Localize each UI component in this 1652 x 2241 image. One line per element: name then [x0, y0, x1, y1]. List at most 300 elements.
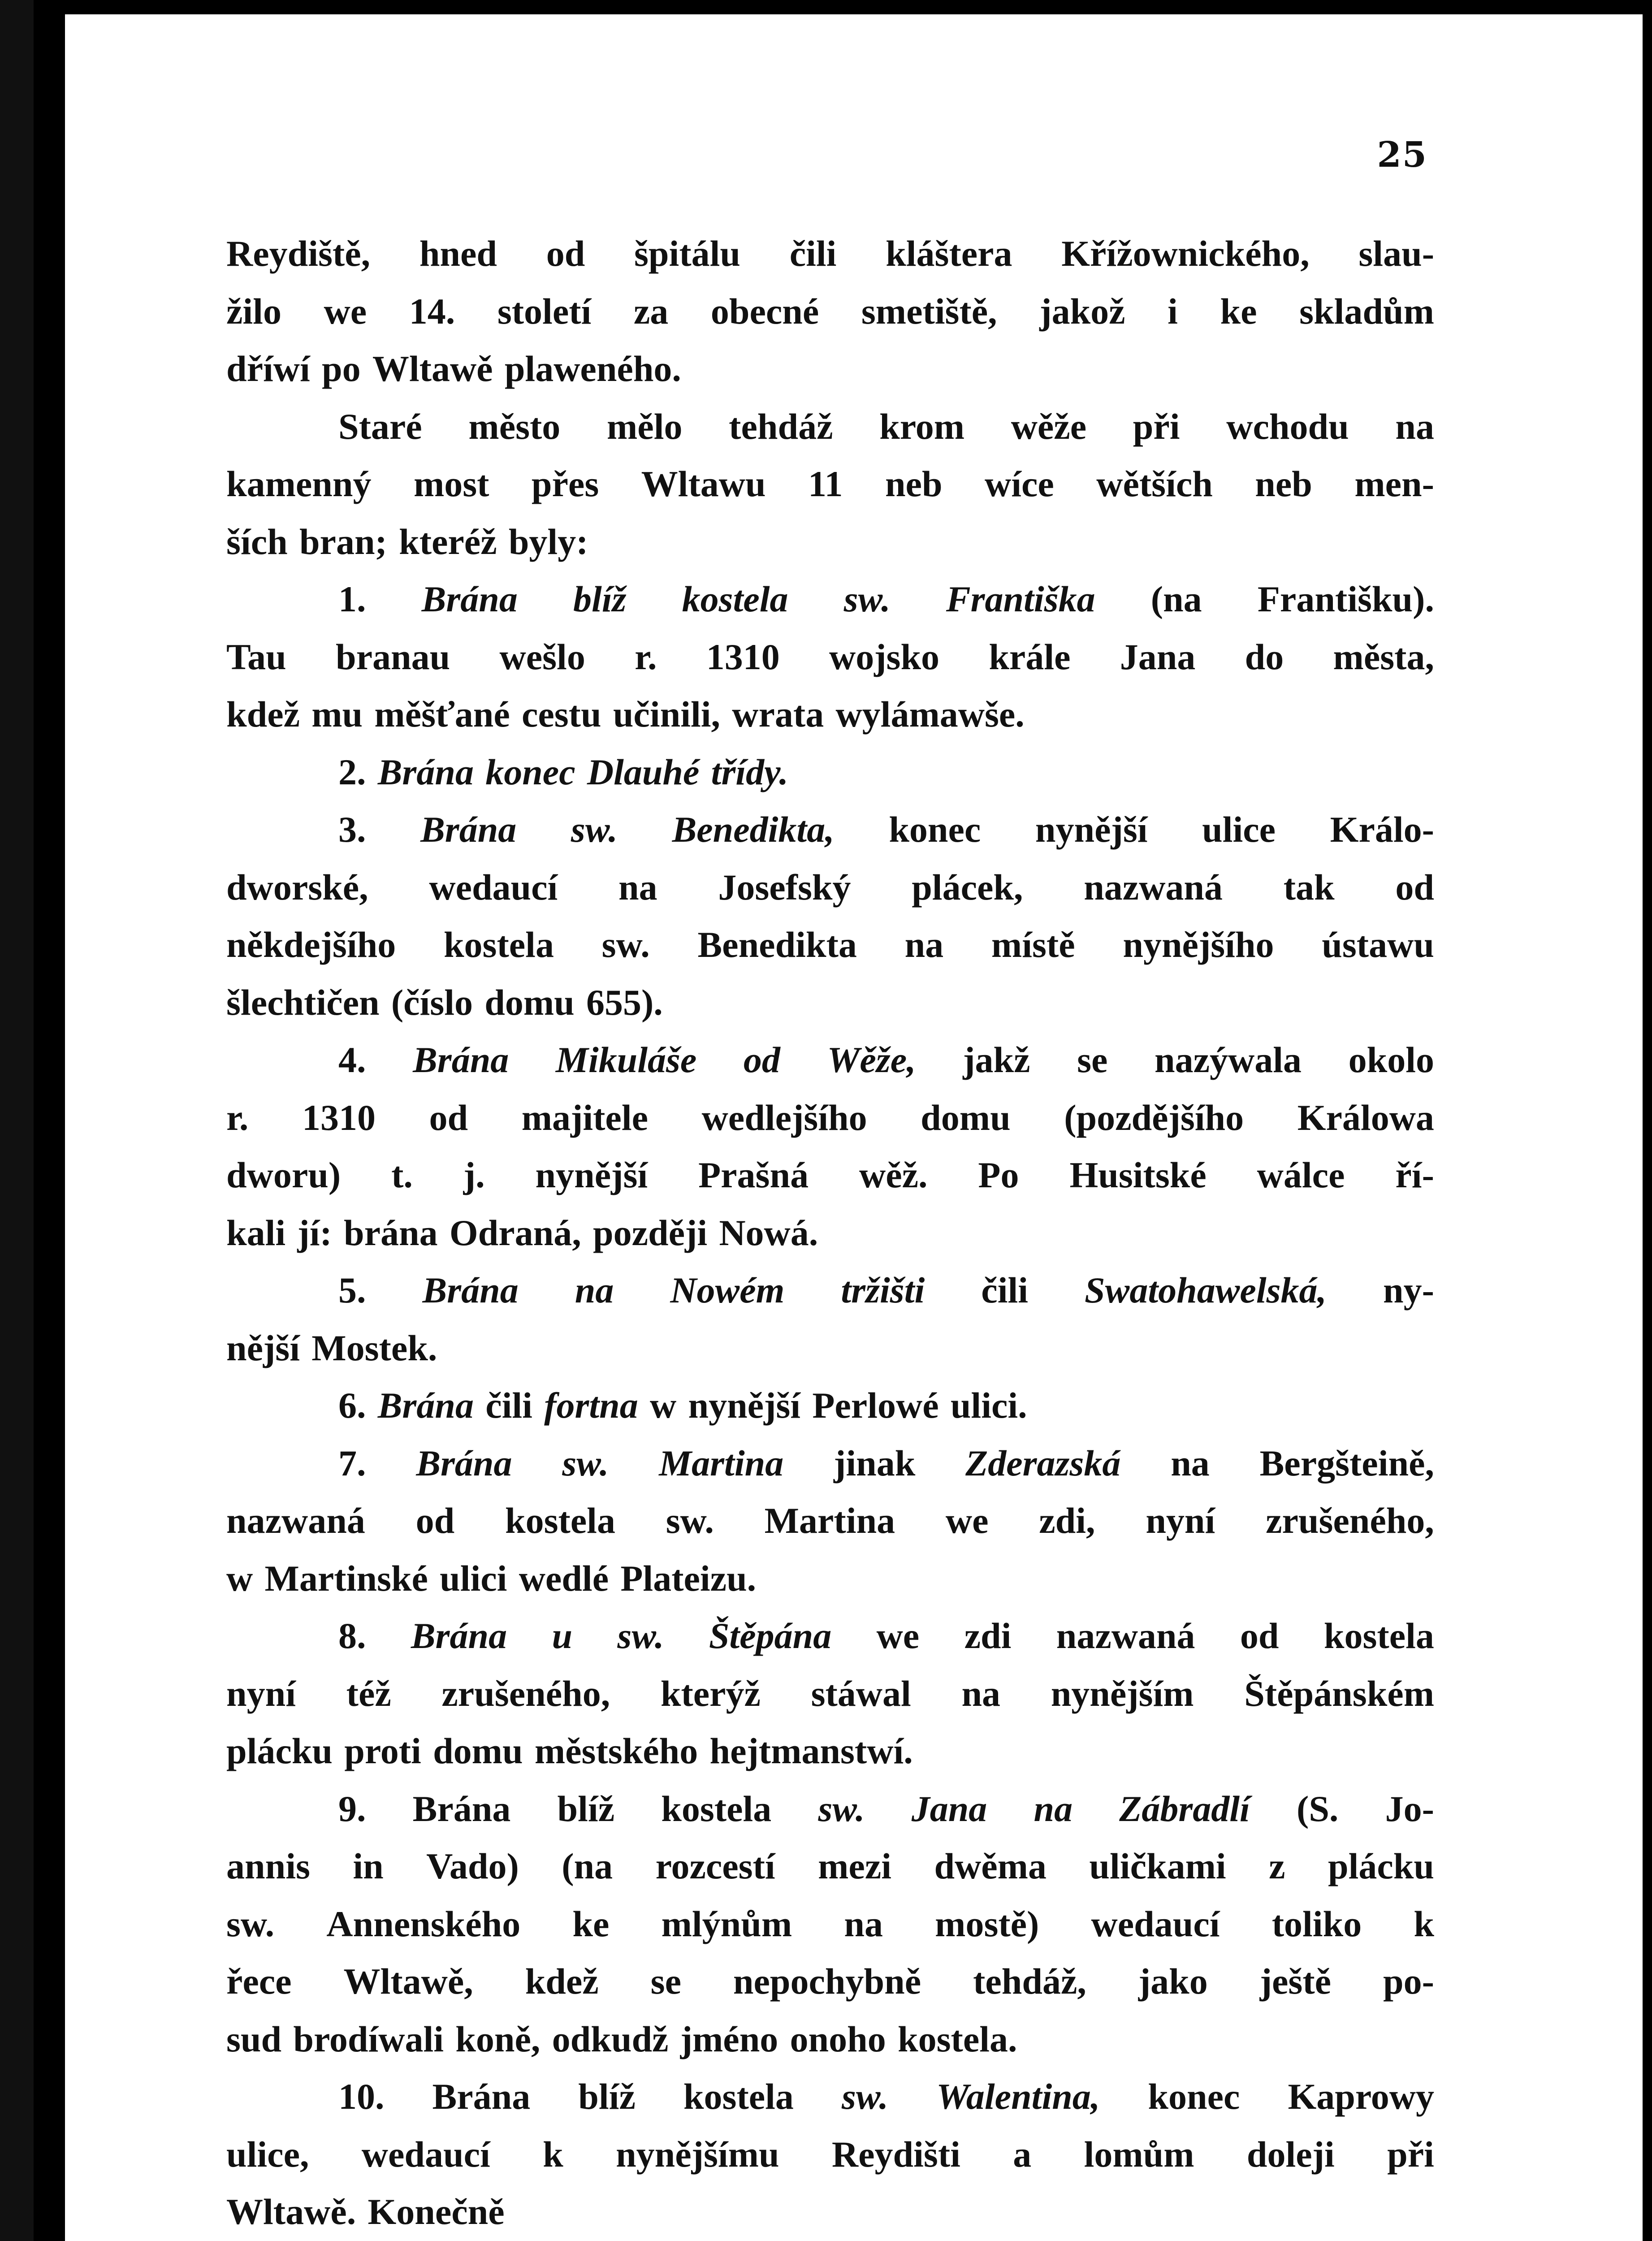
text-line — [226, 1031, 1434, 1089]
word: domu — [433, 1731, 523, 1771]
word: Vado) — [426, 1846, 519, 1886]
word: mělo — [607, 406, 683, 447]
word: 655). — [586, 982, 663, 1023]
word: blíž — [557, 1788, 615, 1829]
word: Brána — [432, 2076, 531, 2117]
word: Brána — [420, 809, 517, 850]
word: k — [1414, 1903, 1434, 1944]
word: Králo- — [1330, 809, 1434, 850]
word: blíž — [578, 2076, 636, 2117]
word: nynější — [1035, 809, 1148, 850]
text-line — [226, 1377, 1434, 1435]
word: nyní — [1146, 1500, 1215, 1541]
word: wedaucí — [361, 2133, 490, 2175]
scan-left-shadow — [0, 0, 34, 2241]
word: na — [1171, 1442, 1210, 1484]
word: při — [1133, 406, 1180, 447]
word: Zábradlí — [1119, 1788, 1250, 1829]
word: jakož — [1039, 290, 1125, 332]
word: 10. — [338, 2076, 385, 2117]
word: (na — [1150, 579, 1202, 619]
word: annis — [226, 1846, 310, 1886]
word: 14. — [409, 290, 455, 332]
text-line — [226, 801, 1434, 859]
word: rozcestí — [655, 1846, 775, 1886]
word: nynější — [688, 1385, 801, 1426]
word: ke — [572, 1903, 610, 1944]
word: majitele — [521, 1097, 648, 1138]
text-line — [226, 1550, 1434, 1608]
word: na — [904, 924, 944, 965]
word: z — [1269, 1846, 1285, 1886]
word: nější — [226, 1327, 300, 1368]
word: slau- — [1358, 233, 1434, 274]
word: Zderazská — [965, 1442, 1121, 1484]
word: Wltawě. — [226, 2191, 356, 2232]
word: jako — [1138, 1961, 1208, 2002]
text-line — [226, 1204, 1434, 1262]
word: špitálu — [634, 233, 741, 274]
word: ulice — [1202, 809, 1276, 850]
word: onoho — [790, 2018, 886, 2059]
word: Martina — [764, 1500, 895, 1541]
word: nyní — [226, 1673, 296, 1714]
text-line — [226, 340, 1434, 398]
word: po — [322, 348, 361, 389]
word: wedlé — [519, 1557, 609, 1599]
word: sw. — [571, 809, 618, 850]
word: 2. — [338, 751, 366, 792]
word: Po — [978, 1155, 1019, 1195]
word: obecné — [710, 290, 819, 332]
word: konec — [485, 751, 575, 792]
text-line — [226, 859, 1434, 917]
word: Brána — [422, 1270, 519, 1311]
word: krále — [989, 636, 1071, 677]
text-line — [226, 1607, 1434, 1665]
word: brodíwali — [293, 2018, 444, 2059]
word: plácek, — [912, 866, 1023, 908]
word: toliko — [1271, 1903, 1362, 1944]
word: Kaprowy — [1288, 2076, 1434, 2117]
word: třídy. — [711, 751, 788, 792]
word: ještě — [1259, 1961, 1332, 2002]
word: domu — [921, 1097, 1011, 1138]
word: ústawu — [1322, 924, 1434, 965]
text-line — [226, 744, 1434, 801]
word: na — [618, 866, 657, 908]
word: Brána — [421, 579, 518, 619]
word: 7. — [338, 1442, 366, 1484]
word: wrata — [732, 694, 824, 735]
word: při — [1387, 2133, 1434, 2175]
text-line — [226, 1722, 1434, 1780]
word: konec — [1148, 2076, 1240, 2117]
word: ke — [1220, 290, 1257, 332]
word: se — [1077, 1039, 1108, 1080]
word: we — [945, 1500, 989, 1541]
word: proti — [344, 1731, 421, 1771]
word: Tau — [226, 636, 286, 677]
word: 9. — [338, 1788, 366, 1829]
word: in — [353, 1846, 384, 1886]
text-line — [226, 2011, 1434, 2068]
word: 4. — [338, 1039, 366, 1080]
word: po- — [1383, 1961, 1434, 2002]
text-line — [226, 513, 1434, 571]
word: mu — [311, 694, 363, 735]
word: století — [497, 290, 592, 332]
word: Konečně — [368, 2191, 505, 2232]
word: na — [1034, 1788, 1073, 1829]
text-line — [226, 455, 1434, 513]
word: Brána — [377, 1385, 474, 1426]
word: hejtmanstwí. — [709, 1731, 913, 1771]
word: od — [1395, 866, 1434, 908]
text-line — [226, 1953, 1434, 2011]
word: 1310 — [302, 1097, 376, 1138]
word: blíž — [573, 579, 627, 619]
word: branau — [336, 636, 450, 677]
text-line — [226, 1146, 1434, 1204]
word: plácku — [226, 1731, 333, 1771]
word: sw. — [843, 579, 891, 619]
word: Martinské — [264, 1557, 428, 1599]
word: plácku — [1328, 1846, 1434, 1886]
word: Swatohawelská, — [1085, 1270, 1327, 1311]
word: kali — [226, 1212, 286, 1253]
word: 5. — [338, 1270, 366, 1311]
text-line — [226, 916, 1434, 974]
word: ny- — [1383, 1270, 1434, 1311]
word: zrušeného, — [1266, 1500, 1434, 1541]
text-line — [226, 1895, 1434, 1953]
word: kostela — [661, 1788, 772, 1829]
word: nazwaná — [1084, 866, 1223, 908]
word: sw. — [841, 2076, 889, 2117]
word: město — [468, 406, 561, 447]
word: kostela — [505, 1500, 615, 1541]
text-line — [226, 1089, 1434, 1147]
word: Štěpána — [709, 1615, 832, 1656]
word: mlýnům — [661, 1903, 792, 1944]
word: neb — [885, 463, 943, 504]
word: též — [346, 1673, 391, 1714]
word: Brána — [413, 1039, 509, 1080]
word: t. — [391, 1155, 413, 1195]
word: sw. — [818, 1788, 865, 1829]
word: na — [575, 1270, 614, 1311]
word: okolo — [1348, 1039, 1434, 1080]
word: cestu — [521, 694, 601, 735]
word: dwěma — [934, 1846, 1047, 1886]
word: na — [844, 1903, 883, 1944]
word: Křížownického, — [1061, 233, 1310, 274]
word: stáwal — [811, 1673, 911, 1714]
word: doleji — [1246, 2133, 1335, 2175]
word: krom — [879, 406, 964, 447]
word: kteréž — [399, 521, 497, 562]
word: Bergšteině, — [1259, 1442, 1434, 1484]
word: ří- — [1395, 1155, 1434, 1195]
word: kostela — [682, 579, 788, 619]
word: řece — [226, 1961, 292, 2002]
word: Nowá. — [719, 1212, 818, 1253]
word: města, — [1333, 636, 1434, 677]
word: se — [650, 1961, 681, 2002]
word: Nowém — [670, 1270, 785, 1311]
word: ulici — [440, 1557, 507, 1599]
word: od — [1240, 1615, 1279, 1656]
word: Wěže, — [827, 1039, 916, 1080]
word: Staré — [338, 406, 422, 447]
word: wchodu — [1226, 406, 1349, 447]
text-line — [226, 628, 1434, 686]
word: uličkami — [1089, 1846, 1226, 1886]
word: čili — [485, 1385, 532, 1426]
word: měšťané — [374, 694, 510, 735]
word: kostela — [1323, 1615, 1434, 1656]
word: nazwaná — [226, 1500, 365, 1541]
word: r. — [226, 1097, 249, 1138]
word: fortna — [544, 1385, 638, 1426]
word: nynějšího — [1123, 924, 1274, 965]
word: Wltawu — [641, 463, 766, 504]
word: Josefský — [718, 866, 851, 908]
word: Benedikta — [697, 924, 857, 965]
word: 3. — [338, 809, 366, 850]
text-line — [226, 571, 1434, 628]
word: byly: — [508, 521, 588, 562]
word: plaweného. — [504, 348, 681, 389]
text-line — [226, 1435, 1434, 1493]
word: koně, — [455, 2018, 541, 2059]
word: wálce — [1257, 1155, 1345, 1195]
word: wojsko — [829, 636, 940, 677]
word: Reydišti — [831, 2133, 960, 2175]
word: zdi — [964, 1615, 1012, 1656]
word: kostela — [683, 2076, 794, 2117]
word: nynějšímu — [616, 2133, 779, 2175]
word: Plateizu. — [620, 1557, 757, 1599]
word: Annenského — [326, 1903, 521, 1944]
word: Mostek. — [311, 1327, 437, 1368]
word: (pozdějšího — [1064, 1097, 1244, 1138]
word: domu — [484, 982, 575, 1023]
word: tak — [1283, 866, 1335, 908]
word: Jana — [1120, 636, 1196, 677]
word: Martina — [659, 1442, 784, 1484]
word: nynějším — [1051, 1673, 1194, 1714]
word: 6. — [338, 1385, 366, 1426]
text-line — [226, 1780, 1434, 1838]
word: w — [650, 1385, 677, 1426]
word: nepochybně — [733, 1961, 921, 2002]
word: men- — [1354, 463, 1434, 504]
word: nazýwala — [1155, 1039, 1302, 1080]
text-line — [226, 2068, 1434, 2126]
word: lomům — [1084, 2133, 1194, 2175]
word: sw. — [601, 924, 650, 965]
word: Brána — [411, 1615, 507, 1656]
word: Štěpánském — [1244, 1673, 1434, 1714]
word: jméno — [680, 2018, 778, 2059]
word: místě — [991, 924, 1075, 965]
text-line — [226, 2126, 1434, 2184]
page-number: 25 — [1377, 134, 1427, 175]
word: wedaucí — [429, 866, 558, 908]
word: od — [546, 233, 585, 274]
word: 11 — [808, 463, 843, 504]
word: nynější — [535, 1155, 648, 1195]
word: dworské, — [226, 866, 368, 908]
word: Králowa — [1297, 1097, 1434, 1138]
text-line — [226, 225, 1434, 283]
word: most — [413, 463, 489, 504]
word: Jana — [911, 1788, 987, 1829]
word: kdež — [226, 694, 300, 735]
text-line — [226, 1665, 1434, 1723]
word: tržišti — [841, 1270, 925, 1311]
word: kamenný — [226, 463, 372, 504]
word: we — [324, 290, 367, 332]
word: sw. — [562, 1442, 609, 1484]
text-line — [226, 398, 1434, 456]
word: (číslo — [391, 982, 473, 1023]
word: dworu) — [226, 1155, 341, 1195]
word: později — [593, 1212, 708, 1253]
word: r. — [635, 636, 657, 677]
text-line — [226, 2183, 1434, 2241]
word: Benedikta, — [672, 809, 835, 850]
word: wedaucí — [1091, 1903, 1220, 1944]
word: wešlo — [499, 636, 585, 677]
word: Dlauhé — [587, 751, 700, 792]
word: Prašná — [698, 1155, 809, 1195]
body-text — [226, 225, 1434, 2241]
word: zdi, — [1039, 1500, 1095, 1541]
word: wíce — [985, 463, 1054, 504]
word: ších — [226, 521, 288, 562]
word: tehdáž, — [973, 1961, 1086, 2002]
word: ulici. — [950, 1385, 1027, 1426]
word: (S. — [1297, 1788, 1339, 1829]
word: čili — [981, 1270, 1029, 1311]
word: odkudž — [552, 2018, 669, 2059]
word: i — [1168, 290, 1178, 332]
word: sw. — [617, 1615, 664, 1656]
word: sud — [226, 2018, 282, 2059]
word: šlechtičen — [226, 982, 380, 1023]
word: Wltawě — [372, 348, 493, 389]
word: učinili, — [613, 694, 721, 735]
word: Perlowé — [812, 1385, 939, 1426]
word: do — [1245, 636, 1284, 677]
word: Brána — [412, 1788, 511, 1829]
word: k — [543, 2133, 563, 2175]
word: brána — [344, 1212, 438, 1253]
word: (na — [562, 1846, 613, 1886]
word: smetiště, — [861, 290, 997, 332]
word: w — [226, 1557, 253, 1599]
word: kostela — [443, 924, 554, 965]
word: kláštera — [886, 233, 1012, 274]
word: od — [429, 1097, 468, 1138]
word: Wltawě, — [343, 1961, 473, 2002]
word: ulice, — [226, 2133, 309, 2175]
word: zrušeného, — [441, 1673, 610, 1714]
word: čili — [789, 233, 837, 274]
word: od — [415, 1500, 455, 1541]
word: na — [961, 1673, 1001, 1714]
word: 8. — [338, 1615, 366, 1656]
text-line — [226, 686, 1434, 744]
word: j. — [463, 1155, 485, 1195]
word: 1310 — [706, 636, 780, 677]
word: Husitské — [1069, 1155, 1207, 1195]
word: na — [1395, 406, 1434, 447]
word: wětších — [1096, 463, 1213, 504]
word: u — [552, 1615, 573, 1656]
word: Walentina, — [936, 2076, 1100, 2117]
word: mostě) — [935, 1903, 1039, 1944]
word: tehdáž — [729, 406, 833, 447]
word: jinak — [834, 1442, 916, 1484]
word: Františku). — [1257, 579, 1434, 619]
word: za — [633, 290, 669, 332]
word: nazwaná — [1056, 1615, 1195, 1656]
word: mezi — [818, 1846, 892, 1886]
word: Odraná, — [449, 1212, 581, 1253]
word: konec — [889, 809, 981, 850]
word: sw. — [666, 1500, 714, 1541]
word: Reydiště, — [226, 233, 371, 274]
word: skladům — [1299, 290, 1434, 332]
text-line — [226, 1262, 1434, 1320]
word: kostela. — [898, 2018, 1017, 2059]
word: Jo- — [1385, 1788, 1434, 1829]
word: wylámawše. — [835, 694, 1025, 735]
text-line — [226, 1838, 1434, 1895]
word: od — [743, 1039, 780, 1080]
word: městského — [534, 1731, 698, 1771]
word: Mikuláše — [555, 1039, 697, 1080]
word: kdež — [525, 1961, 599, 2002]
word: jakž — [963, 1039, 1030, 1080]
word: sw. — [226, 1903, 275, 1944]
book-page — [65, 14, 1643, 2241]
word: Františka — [946, 579, 1095, 619]
word: Brána — [377, 751, 474, 792]
word: 1. — [338, 579, 366, 619]
word: žilo — [226, 290, 281, 332]
text-line — [226, 1492, 1434, 1550]
word: Brána — [416, 1442, 512, 1484]
word: wěž. — [859, 1155, 928, 1195]
word: neb — [1255, 463, 1312, 504]
word: wěže — [1011, 406, 1087, 447]
word: kterýž — [660, 1673, 761, 1714]
word: někdejšího — [226, 924, 396, 965]
word: we — [876, 1615, 920, 1656]
word: wedlejšího — [701, 1097, 867, 1138]
text-line — [226, 974, 1434, 1032]
word: a — [1013, 2133, 1032, 2175]
word: hned — [419, 233, 497, 274]
text-line — [226, 1320, 1434, 1377]
word: dříwí — [226, 348, 310, 389]
word: přes — [531, 463, 599, 504]
